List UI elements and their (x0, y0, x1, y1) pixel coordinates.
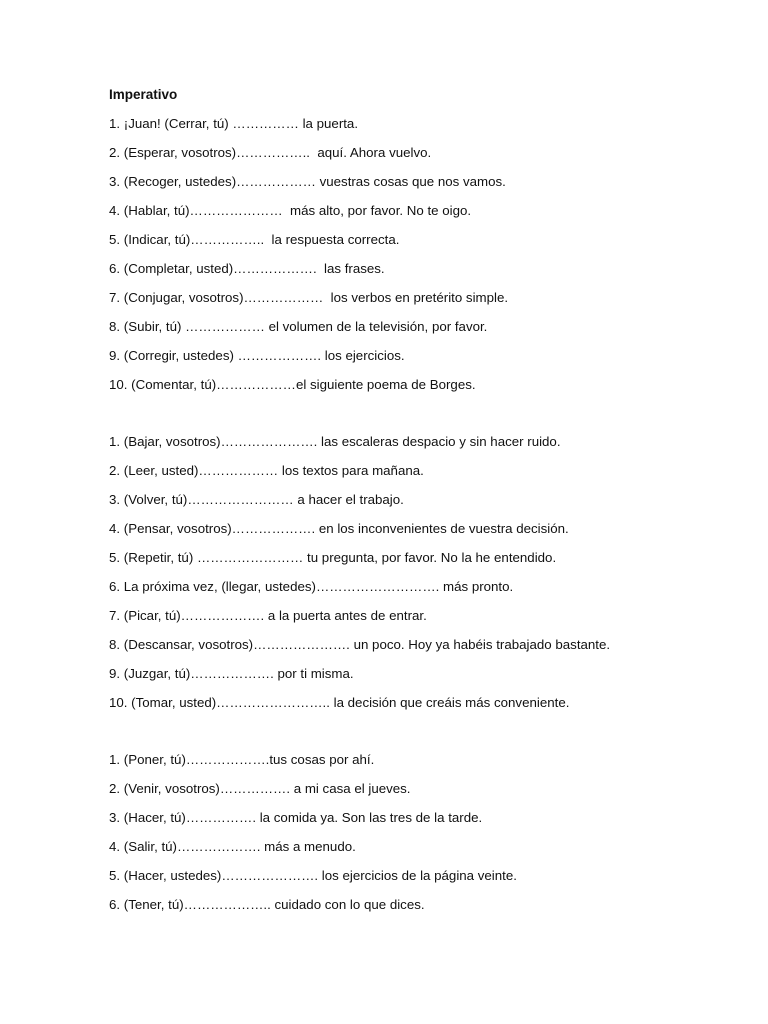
exercise-line: 10. (Tomar, usted)…………………….. la decisión que creáis más conveniente. (109, 695, 570, 710)
exercise-line: 8. (Descansar, vosotros)…………………. un poco. Hoy ya habéis trabajado bastante. (109, 637, 611, 652)
document-title: Imperativo (109, 87, 178, 102)
exercise-section-3 (109, 751, 517, 925)
exercise-line: 7. (Picar, tú)………………. a la puerta antes de entrar. (109, 608, 427, 623)
exercise-line: 9. (Juzgar, tú)………………. por ti misma. (109, 666, 354, 681)
exercise-line: 4. (Pensar, vosotros)………………. en los inconvenientes de vuestra decisión. (109, 521, 569, 536)
exercise-line: 8. (Subir, tú) ……………… el volumen de la televisión, por favor. (109, 319, 488, 334)
exercise-line: 4. (Salir, tú)………………. más a menudo. (109, 839, 356, 854)
exercise-line: 6. (Completar, usted)………………. las frases. (109, 261, 385, 276)
exercise-line: 2. (Esperar, vosotros)…………….. aquí. Ahora vuelvo. (109, 145, 432, 160)
exercise-line: 1. (Poner, tú)……………….tus cosas por ahí. (109, 752, 375, 767)
exercise-line: 3. (Recoger, ustedes)……………… vuestras cosas que nos vamos. (109, 174, 506, 189)
exercise-line: 9. (Corregir, ustedes) ………………. los ejercicios. (109, 348, 405, 363)
exercise-line: 1. (Bajar, vosotros)…………………. las escaleras despacio y sin hacer ruido. (109, 434, 561, 449)
exercise-line: 3. (Volver, tú)…………………… a hacer el trabajo. (109, 492, 404, 507)
exercise-line: 10. (Comentar, tú)………………el siguiente poema de Borges. (109, 377, 476, 392)
exercise-line: 2. (Leer, usted)……………… los textos para mañana. (109, 463, 424, 478)
exercise-line: 5. (Indicar, tú)…………….. la respuesta correcta. (109, 232, 400, 247)
exercise-section-2 (109, 433, 610, 723)
exercise-line: 7. (Conjugar, vosotros)……………… los verbos en pretérito simple. (109, 290, 509, 305)
exercise-line: 2. (Venir, vosotros)……………. a mi casa el jueves. (109, 781, 411, 796)
exercise-line: 6. La próxima vez, (llegar, ustedes)………………………. más pronto. (109, 579, 514, 594)
exercise-line: 4. (Hablar, tú)………………… más alto, por favor. No te oigo. (109, 203, 472, 218)
exercise-line: 3. (Hacer, tú)……………. la comida ya. Son las tres de la tarde. (109, 810, 483, 825)
exercise-line: 5. (Hacer, ustedes)…………………. los ejercicios de la página veinte. (109, 868, 517, 883)
exercise-line: 5. (Repetir, tú) …………………… tu pregunta, por favor. No la he entendido. (109, 550, 557, 565)
exercise-line: 6. (Tener, tú)……………….. cuidado con lo que dices. (109, 897, 425, 912)
exercise-section-1 (109, 115, 508, 405)
exercise-line: 1. ¡Juan! (Cerrar, tú) …………… la puerta. (109, 116, 359, 131)
